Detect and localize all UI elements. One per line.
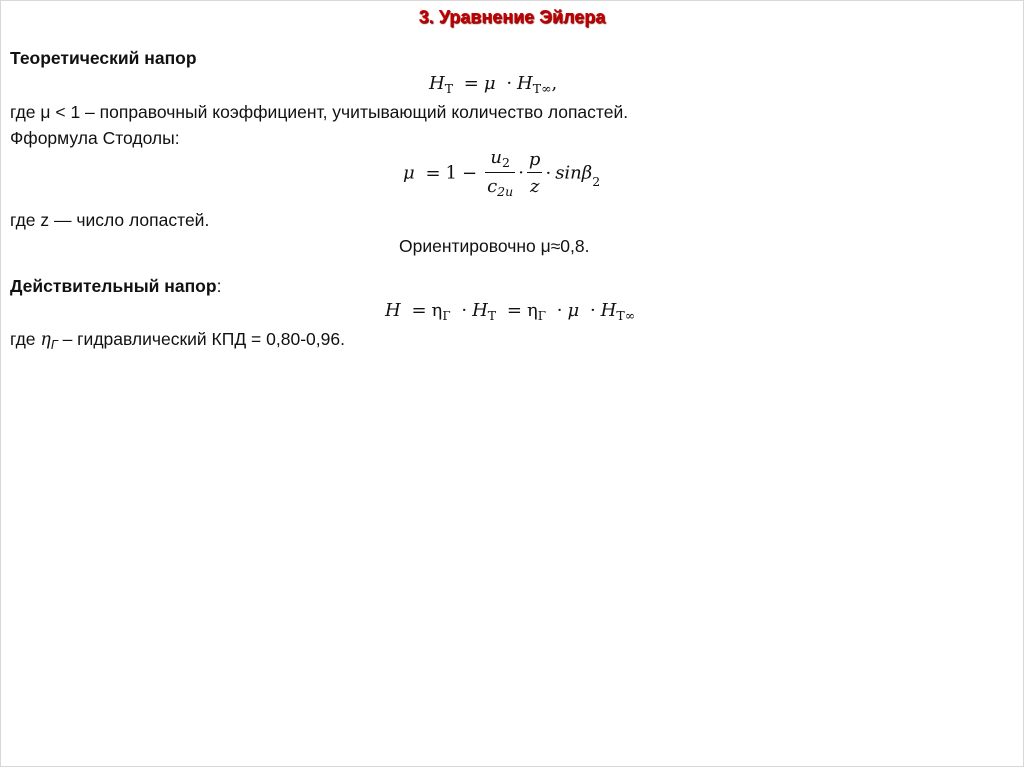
eta-symbol: η <box>40 330 51 350</box>
line-mu-text: < 1 – поправочный коэффициент, учитывающий количество лопастей. <box>50 102 629 122</box>
eq3-ht: H <box>472 300 488 321</box>
eq3-htinf-sub: Т∞ <box>616 308 636 323</box>
stodola-label: Фформула Стодолы: <box>10 128 180 148</box>
eq3-eta1: η <box>431 300 443 321</box>
eq1-tail: , <box>551 73 558 94</box>
eq1-dot: · <box>506 73 513 94</box>
eq1-mu: μ <box>483 73 496 94</box>
line-eta-hydraulic <box>10 329 345 352</box>
line-eta-prefix: где <box>10 329 41 349</box>
eq3-ht-sub: Т <box>487 308 497 323</box>
eq3-mu: μ <box>567 300 580 321</box>
section-heading-actual-text: Действительный напор <box>10 276 217 296</box>
line-approx-mu <box>399 236 590 257</box>
section-heading-actual-colon: : <box>216 276 222 296</box>
eq1-rhs: H <box>517 73 533 94</box>
eq3-h: H <box>385 300 401 321</box>
line-mu-prefix: где <box>10 102 41 122</box>
eq3-equals-2: = <box>506 300 522 321</box>
eq2-sin-sub: 2 <box>592 174 601 189</box>
eq3-htinf: H <box>600 300 617 321</box>
eq3-eta1-sub: Г <box>442 308 451 323</box>
eq2-mu: μ <box>403 162 415 184</box>
section-heading-actual <box>10 276 221 297</box>
eq1-rhs-sub: Т∞ <box>532 81 552 96</box>
eta-symbol-sub: Г <box>50 338 58 352</box>
eq3-dot3: · <box>589 300 596 321</box>
slide-title: 3. Уравнение Эйлера <box>418 7 606 27</box>
section-heading-theoretical: Теоретический напор <box>10 48 197 68</box>
eq2-minus: − <box>461 162 478 184</box>
eq1-lhs-sub: Т <box>444 81 454 96</box>
eq3-eta2: η <box>526 300 538 321</box>
eq2-den1-sub: 2u <box>497 184 514 199</box>
approx-text: Ориентировочно <box>399 236 541 256</box>
eq3-equals-1: = <box>411 300 427 321</box>
eq2-den1: c <box>487 176 498 197</box>
eq3-dot2: · <box>556 300 563 321</box>
eq3-dot1: · <box>461 300 468 321</box>
eq3-eta2-sub: Г <box>537 308 547 323</box>
eq2-dot2: · <box>545 162 552 184</box>
eq1-equals: = <box>463 73 479 94</box>
eq2-num1-sub: 2 <box>501 155 510 170</box>
eq2-fraction-p-z <box>527 149 543 197</box>
line-eta-text: – гидравлический КПД = 0,80-0,96. <box>57 329 345 349</box>
eq2-num2: p <box>528 149 541 170</box>
eq2-den2: z <box>529 176 540 197</box>
eq2-num1: u <box>490 147 502 168</box>
eq2-dot1: · <box>518 162 524 184</box>
eq2-fraction-u-c <box>485 147 515 199</box>
eq1-lhs: H <box>429 73 445 94</box>
line-mu-coefficient <box>10 102 628 123</box>
mu-symbol: μ <box>40 102 51 122</box>
equation-actual-head <box>385 300 635 323</box>
equation-theoretical-head <box>429 73 557 96</box>
eq2-equals: = <box>425 162 441 184</box>
line-z-blades: где z — число лопастей. <box>10 210 210 230</box>
eq2-sin: sinβ <box>555 162 593 184</box>
approx-mu-symbol: μ <box>540 236 551 256</box>
approx-value: ≈0,8. <box>550 236 590 256</box>
eq2-one: 1 <box>445 162 457 184</box>
equation-stodola <box>403 147 600 199</box>
